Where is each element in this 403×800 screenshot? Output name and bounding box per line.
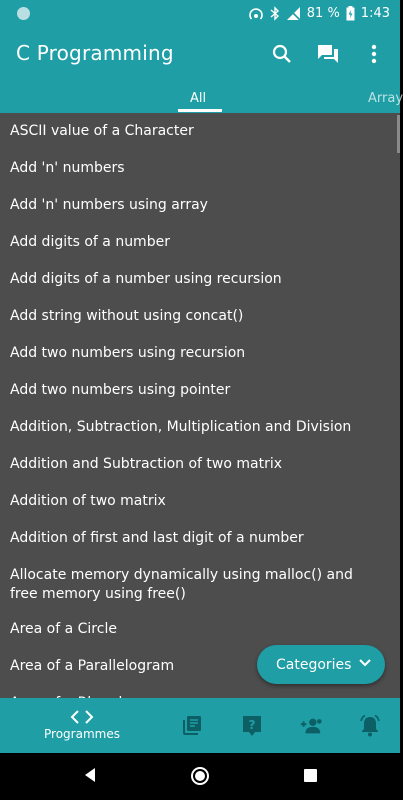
battery-charging-icon <box>346 6 355 21</box>
more-vert-icon <box>371 44 377 64</box>
list-item[interactable]: Addition of first and last digit of a number <box>10 530 304 546</box>
library-books-icon <box>180 714 204 738</box>
list-item[interactable]: Add digits of a number <box>10 234 170 250</box>
list-item[interactable]: ASCII value of a Character <box>10 123 194 139</box>
app-title: C Programming <box>16 41 174 65</box>
hotspot-icon <box>248 7 264 21</box>
list-item[interactable]: Area of a Circle <box>10 621 117 637</box>
nav-programmes[interactable] <box>37 698 127 753</box>
help-chat-icon <box>240 714 264 738</box>
list-item[interactable]: Add two numbers using pointer <box>10 382 231 398</box>
list-item[interactable]: Add string without using concat() <box>10 308 244 324</box>
notification-dot-icon <box>17 7 30 20</box>
code-icon <box>71 710 93 724</box>
bluetooth-icon <box>270 6 280 21</box>
tab-all[interactable]: All <box>190 91 207 106</box>
list-item[interactable]: Addition, Subtraction, Multiplication and Division <box>10 419 352 435</box>
categories-button[interactable] <box>257 645 385 684</box>
nav-quiz[interactable] <box>240 698 264 753</box>
battery-percent: 81 % <box>306 6 340 21</box>
app-actions <box>270 42 386 66</box>
search-button[interactable] <box>270 42 294 66</box>
scrollbar[interactable] <box>397 115 400 153</box>
search-icon <box>272 44 292 64</box>
nav-notifications[interactable] <box>358 698 382 753</box>
bottom-navigation <box>0 698 400 753</box>
chevron-down-icon <box>359 659 371 667</box>
list-item[interactable]: Addition and Subtraction of two matrix <box>10 456 283 472</box>
nav-programmes-label: Programmes <box>44 727 120 741</box>
list-item[interactable]: Allocate memory dynamically using malloc() and free memory using free() <box>10 567 353 602</box>
feedback-button[interactable] <box>316 42 340 66</box>
list-item[interactable]: Add 'n' numbers <box>10 160 125 176</box>
tab-array[interactable]: Array <box>368 91 403 106</box>
list-item[interactable]: Area of a Parallelogram <box>10 658 175 674</box>
nav-community[interactable] <box>298 698 324 753</box>
no-signal-icon <box>286 6 301 21</box>
clock: 1:43 <box>360 6 390 21</box>
list-item[interactable]: Add digits of a number using recursion <box>10 271 282 287</box>
list-item[interactable]: Add two numbers using recursion <box>10 345 246 361</box>
nav-library[interactable] <box>180 698 204 753</box>
program-list[interactable] <box>0 113 400 698</box>
tab-indicator <box>178 109 222 112</box>
app-bar <box>0 28 403 113</box>
status-bar <box>0 0 400 28</box>
forum-icon <box>317 44 339 64</box>
list-item[interactable]: Addition of two matrix <box>10 493 166 509</box>
group-add-icon <box>299 714 323 738</box>
recents-icon[interactable] <box>304 769 317 782</box>
overflow-menu-button[interactable] <box>362 42 386 66</box>
status-icons <box>248 6 390 21</box>
back-icon[interactable] <box>83 767 97 783</box>
svg-text:?: ? <box>248 717 256 732</box>
list-item[interactable]: Add 'n' numbers using array <box>10 197 208 213</box>
system-navigation-bar <box>0 753 400 800</box>
home-icon[interactable] <box>190 766 210 786</box>
notification-bell-icon <box>358 714 382 738</box>
categories-label: Categories <box>276 656 352 673</box>
